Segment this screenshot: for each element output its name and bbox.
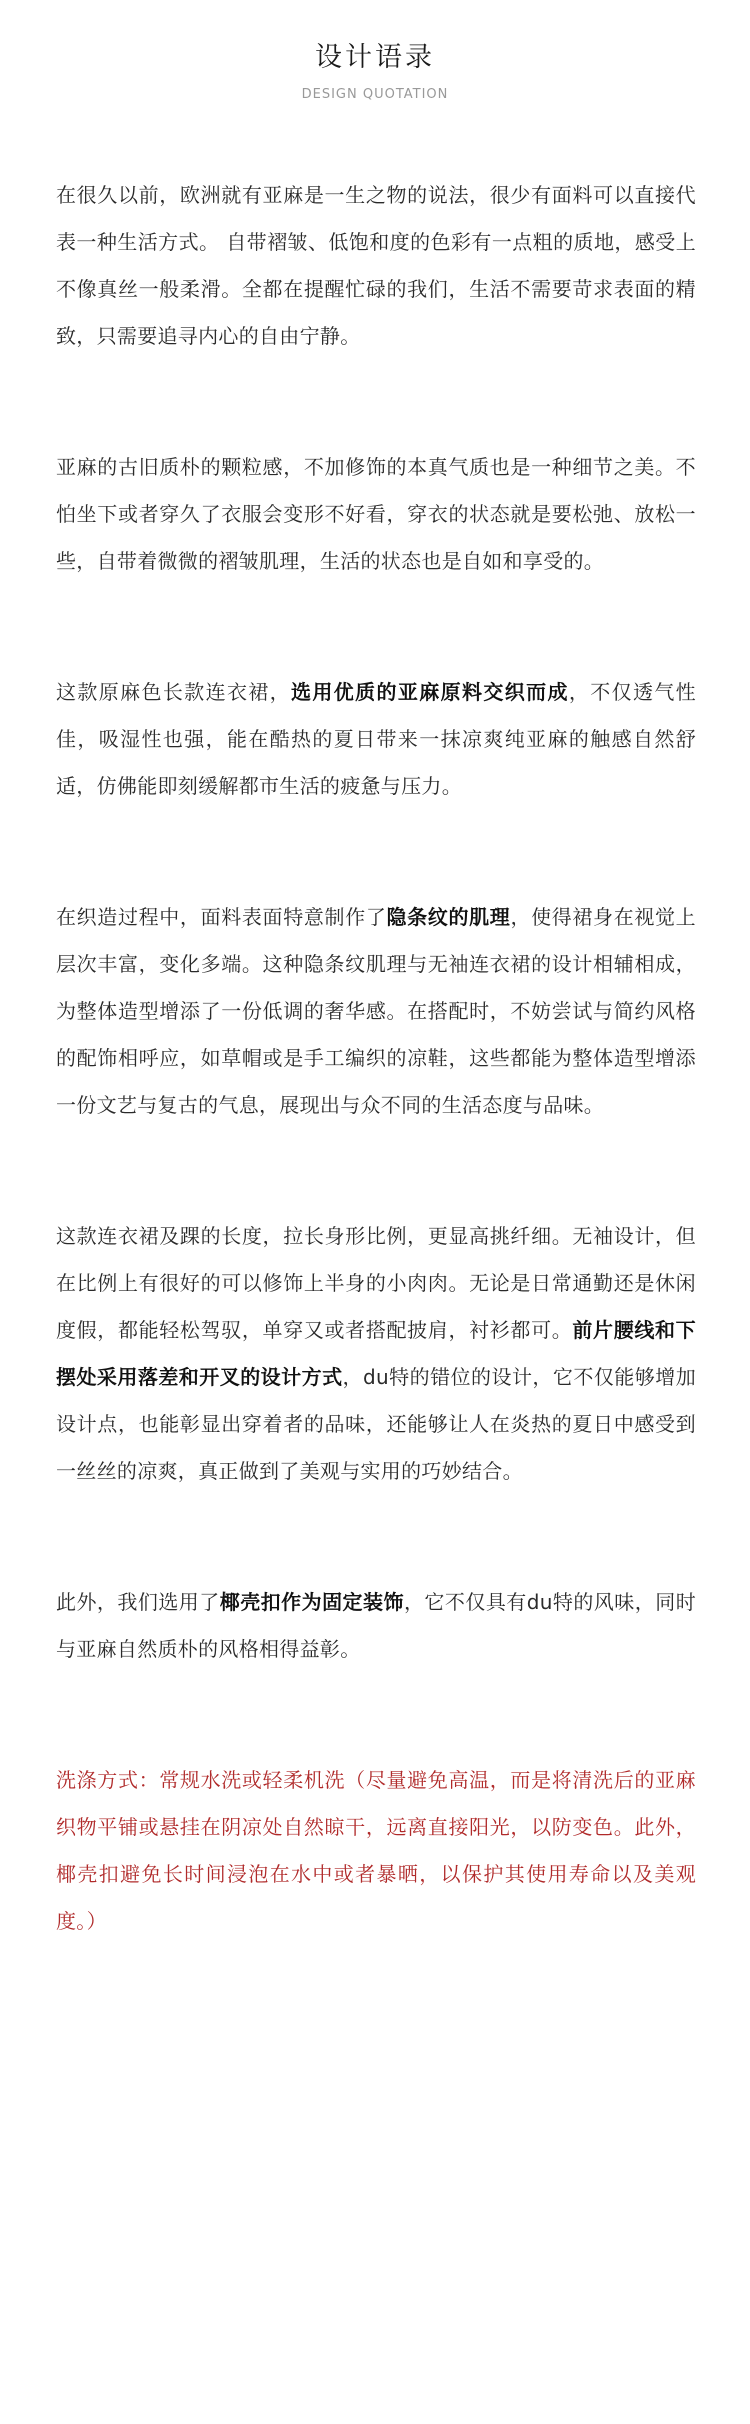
article-body [56,172,696,1945]
page-header [0,40,750,104]
paragraph-dress-material [56,669,696,810]
paragraph-text: 在织造过程中，面料表面特意制作了 [56,905,387,929]
paragraph-linen-history [56,172,696,360]
paragraph-linen-texture [56,444,696,585]
highlight-text: 选用优质的亚麻原料交织而成 [291,680,569,704]
care-text: 洗涤方式：常规水洗或轻柔机洗（尽量避免高温，而是将清洗后的亚麻织物平铺或悬挂在阴凉处自然晾干，远离直接阳光，以防变色。此外，椰壳扣避免长时间浸泡在水中或者暴晒，以保护其使用寿命以及美观度。） [56,1768,696,1933]
paragraph-text: ，它不仅具有du特的风味，同时与亚麻自然质朴的风格相得益彰。 [56,1590,697,1661]
highlight-text: 隐条纹的肌理 [386,905,511,929]
paragraph-text: 亚麻的古旧质朴的颗粒感，不加修饰的本真气质也是一种细节之美。不怕坐下或者穿久了衣服会变形不好看，穿衣的状态就是要松弛、放松一些，自带着微微的褶皱肌理，生活的状态也是自如和享受的。 [56,455,696,573]
paragraph-text: ，使得裙身在视觉上层次丰富，变化多端。这种隐条纹肌理与无袖连衣裙的设计相辅相成，为整体造型增添了一份低调的奢华感。在搭配时，不妨尝试与简约风格的配饰相呼应，如草帽或是手工编织的凉鞋，这些都能为整体造型增添一份文艺与复古的气息，展现出与众不同的生活态度与品味。 [56,905,696,1117]
paragraph-text: ，du特的错位的设计，它不仅能够增加设计点，也能彰显出穿着者的品味，还能够让人在炎热的夏日中感受到一丝丝的凉爽，真正做到了美观与实用的巧妙结合。 [56,1365,696,1483]
page-title: 设计语录 [315,42,435,73]
paragraph-text: 这款连衣裙及踝的长度，拉长身形比例，更显高挑纤细。无袖设计，但在比例上有很好的可以修饰上半身的小肉肉。无论是日常通勤还是休闲度假，都能轻松驾驭，单穿又或者搭配披肩，衬衫都可。 [56,1224,696,1342]
paragraph-text: 此外，我们选用了 [56,1590,220,1614]
paragraph-buttons [56,1579,696,1673]
paragraph-text: 在很久以前，欧洲就有亚麻是一生之物的说法，很少有面料可以直接代表一种生活方式。 自带褶皱、低饱和度的色彩有一点粗的质地，感受上不像真丝一般柔滑。全都在提醒忙碌的我们，生活不需要苛求表面的精致，只需要追寻内心的自由宁静。 [56,183,696,348]
paragraph-silhouette [56,1213,696,1495]
highlight-text: 椰壳扣作为固定装饰 [219,1590,404,1614]
paragraph-text: 这款原麻色长款连衣裙， [56,680,292,704]
paragraph-weaving [56,894,696,1129]
paragraph-care-instructions [56,1757,696,1945]
highlight-text: 前片腰线和下摆处采用落差和开叉的设计方式 [56,1318,696,1389]
page-subtitle: DESIGN QUOTATION [301,87,449,102]
paragraph-text: ，不仅透气性佳，吸湿性也强，能在酷热的夏日带来一抹凉爽纯亚麻的触感自然舒适，仿佛能即刻缓解都市生活的疲惫与压力。 [56,680,696,798]
